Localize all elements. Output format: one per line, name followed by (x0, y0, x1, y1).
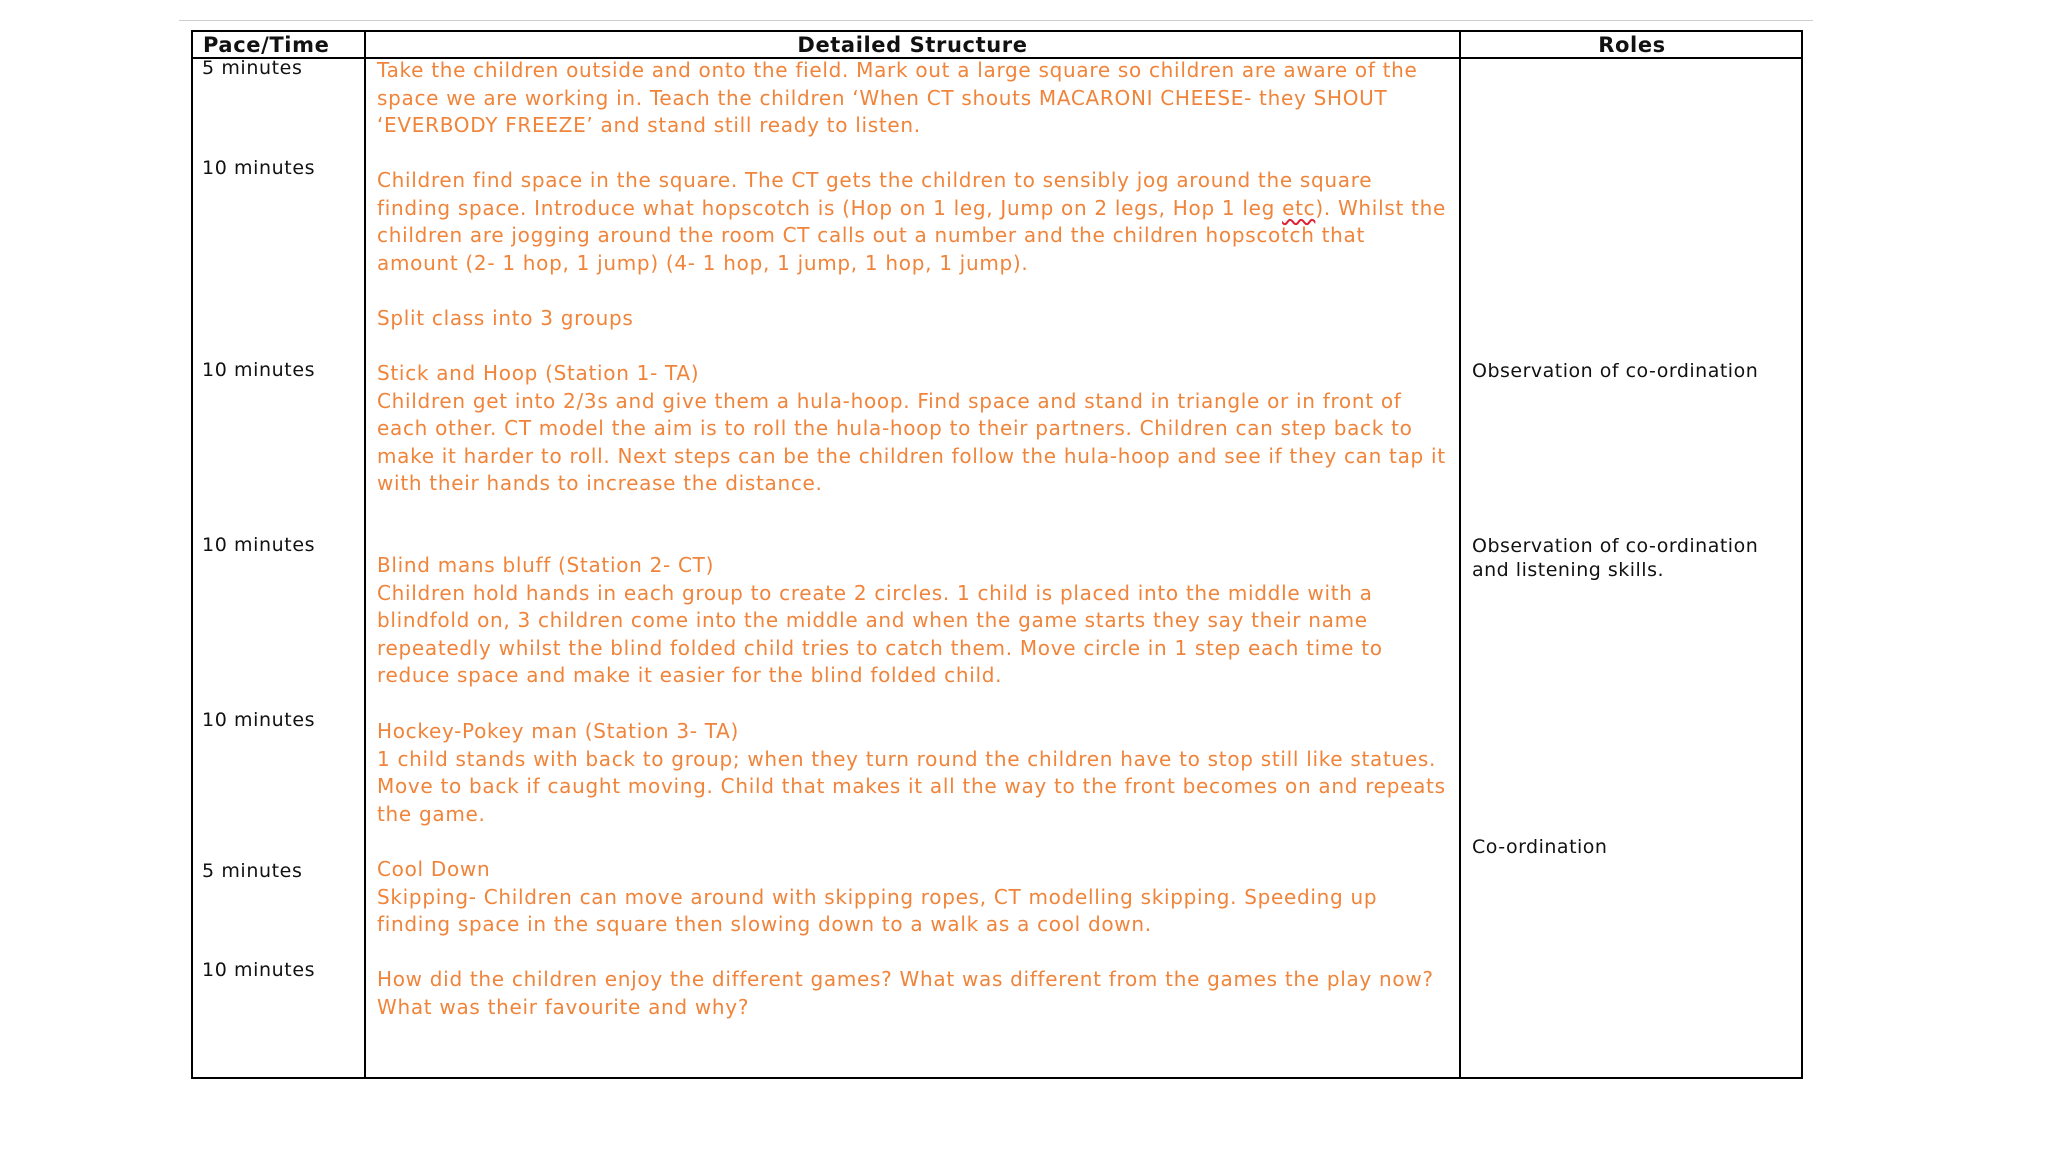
pace-time-cell: 5 minutes (202, 57, 303, 79)
station-1-body: Children get into 2/3s and give them a hula-hoop. Find space and stand in triangle or in front of each other. CT model the aim is to roll the hula-hoop to their partners. Children can step back to make it harder to roll. Next steps can be the children follow the hula-hoop and see if they can tap it with their hands to increase the distance. (377, 388, 1446, 496)
header-roles: Roles (1598, 33, 1666, 57)
cool-down-body: Skipping- Children can move around with skipping ropes, CT modelling skipping. Speeding up finding space in the square then slowing down to a walk as a cool down. (377, 884, 1378, 937)
structure-station-3 (377, 718, 1452, 828)
pace-time-cell: 10 minutes (202, 157, 316, 179)
role-cell: Observation of co-ordination and listening skills. (1472, 535, 1759, 581)
spellcheck-word: etc (1282, 195, 1316, 220)
structure-cool-down (377, 856, 1452, 939)
header-detailed-structure: Detailed Structure (797, 33, 1028, 57)
structure-warmup (377, 167, 1452, 277)
station-2-body: Children hold hands in each group to create 2 circles. 1 child is placed into the middle with a blindfold on, 3 children come into the middle and when the game starts they say their name repeatedly whilst the blind folded child tries to catch them. Move circle in 1 step each time to reduce space and make it easier for the blind folded child. (377, 580, 1383, 688)
station-2-title: Blind mans bluff (Station 2- CT) (377, 553, 715, 577)
column-divider (1459, 32, 1461, 1077)
cool-down-title: Cool Down (377, 857, 491, 881)
header-pace-time: Pace/Time (203, 33, 330, 57)
pace-time-cell: 10 minutes (202, 359, 316, 381)
top-rule (179, 20, 1813, 21)
pace-time-cell: 10 minutes (202, 959, 316, 981)
structure-split (377, 305, 1452, 333)
structure-intro (377, 57, 1452, 140)
warmup-text-start: Children find space in the square. The CT gets the children to sensibly jog around the square finding space. Introduce what hopscotch is (Hop on 1 leg, Jump on 2 legs, Hop 1 leg (377, 168, 1373, 220)
station-1-title: Stick and Hoop (Station 1- TA) (377, 361, 700, 385)
warmup-text (377, 167, 1452, 277)
structure-station-2 (377, 552, 1452, 690)
plenary-text: How did the children enjoy the different games? What was different from the games the play now? What was their favourite and why? (377, 967, 1434, 1019)
column-divider (364, 32, 366, 1077)
split-text: Split class into 3 groups (377, 306, 634, 330)
pace-time-cell: 5 minutes (202, 860, 303, 882)
structure-station-1 (377, 360, 1452, 498)
role-cell: Co-ordination (1472, 836, 1608, 858)
pace-time-cell: 10 minutes (202, 709, 316, 731)
role-cell: Observation of co-ordination (1472, 360, 1759, 382)
intro-text: Take the children outside and onto the field. Mark out a large square so children are aware of the space we are working in. Teach the children ‘When CT shouts MACARONI CHEESE- they SHOUT ‘EVERBODY FREEZE’ and stand still ready to listen. (377, 58, 1418, 138)
warmup-text-end: ). Whilst the children are jogging around the room CT calls out a number and the children hopscotch that amount (2- 1 hop, 1 jump) (4- 1 hop, 1 jump, 1 hop, 1 jump). (377, 195, 1446, 275)
pace-time-cell: 10 minutes (202, 534, 316, 556)
structure-plenary (377, 966, 1452, 1021)
station-3-title: Hockey-Pokey man (Station 3- TA) (377, 719, 739, 743)
station-3-body: 1 child stands with back to group; when they turn round the children have to stop still like statues. Move to back if caught moving. Child that makes it all the way to the front becomes on and repeats the game. (377, 746, 1446, 826)
